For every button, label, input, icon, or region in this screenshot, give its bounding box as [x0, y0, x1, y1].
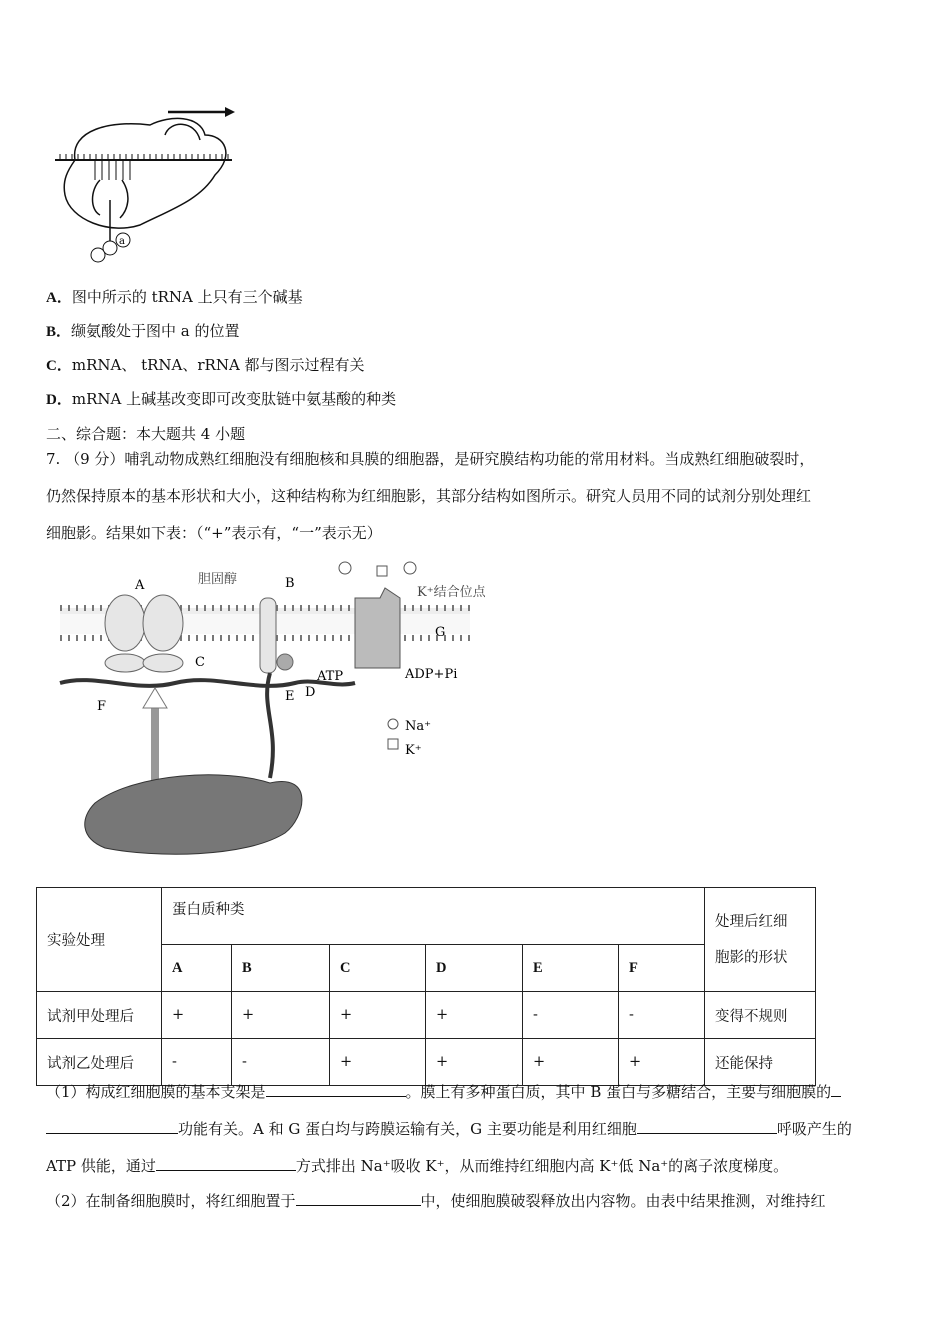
text: （2）在制备细胞膜时，将红细胞置于 — [46, 1192, 296, 1210]
option-letter: B． — [46, 324, 72, 340]
cell-shape: 变得不规则 — [705, 992, 816, 1039]
protein-header: C — [330, 945, 426, 992]
label-K: K⁺ — [405, 743, 422, 758]
cell-value: + — [619, 1039, 705, 1086]
text: 。膜上有多种蛋白质，其中 B 蛋白与多糖结合，主要与细胞膜的 — [405, 1083, 832, 1101]
sub-question-1-line — [46, 1081, 841, 1102]
label-A: A — [135, 578, 145, 593]
protein-header: D — [426, 945, 523, 992]
sub-question-2-line — [46, 1190, 826, 1211]
cell-value: - — [162, 1039, 232, 1086]
label-G: G — [435, 625, 446, 640]
option-letter: D． — [46, 392, 72, 408]
cell-value: + — [162, 992, 232, 1039]
cell-treatment: 试剂甲处理后 — [37, 992, 162, 1039]
option-letter: C． — [46, 358, 72, 374]
label-a: a — [119, 236, 125, 247]
label-B: B — [285, 576, 295, 591]
translation-figure — [50, 100, 240, 270]
option-d — [46, 388, 396, 409]
table-row — [37, 992, 816, 1039]
option-a — [46, 286, 303, 307]
header-protein: 蛋白质种类 — [162, 888, 705, 945]
answer-blank[interactable] — [637, 1119, 777, 1134]
option-text: mRNA 上碱基改变即可改变肽链中氨基酸的种类 — [71, 390, 397, 408]
cell-value: + — [426, 1039, 523, 1086]
header-shape-line: 胞影的形状 — [715, 949, 788, 966]
section-header: 二、综合题：本大题共 4 小题 — [46, 425, 246, 443]
label-cholesterol: 胆固醇 — [198, 572, 238, 587]
option-c — [46, 354, 365, 375]
cell-value: + — [330, 1039, 426, 1086]
label-Na: Na⁺ — [405, 719, 431, 734]
label-F: F — [97, 699, 107, 714]
protein-header: A — [162, 945, 232, 992]
cell-value: - — [619, 992, 705, 1039]
header-shape-line: 处理后红细 — [715, 913, 788, 930]
text: 呼吸产生的 — [776, 1120, 852, 1138]
option-text: mRNA、 tRNA、rRNA 都与图示过程有关 — [71, 356, 365, 374]
sub-question-1-line — [46, 1155, 788, 1176]
header-treatment: 实验处理 — [37, 888, 162, 992]
question-stem-line: 细胞影。结果如下表：（“+”表示有，“一”表示无） — [46, 524, 382, 542]
question-stem-line: 7. （9 分）哺乳动物成熟红细胞没有细胞核和具膜的细胞器，是研究膜结构功能的常用材料。当成熟红细胞破裂时， — [46, 450, 815, 468]
text: （1）构成红细胞膜的基本支架是 — [46, 1083, 266, 1101]
option-letter: A． — [46, 290, 72, 306]
cell-value: - — [523, 992, 619, 1039]
results-table — [36, 887, 816, 1086]
label-ADP: ADP+Pi — [405, 667, 458, 682]
answer-blank[interactable] — [296, 1191, 421, 1206]
question-stem-line: 仍然保持原本的基本形状和大小，这种结构称为红细胞影，其部分结构如图所示。研究人员用不同的试剂分别处理红 — [46, 487, 812, 505]
answer-blank[interactable] — [266, 1082, 406, 1097]
membrane-figure — [55, 558, 515, 878]
cell-value: + — [232, 992, 330, 1039]
sub-question-1-line — [46, 1118, 852, 1139]
text: 功能有关。A 和 G 蛋白均与跨膜运输有关，G 主要功能是利用红细胞 — [178, 1120, 637, 1138]
text: 方式排出 Na⁺吸收 K⁺，从而维持红细胞内高 K⁺低 Na⁺的离子浓度梯度。 — [295, 1157, 789, 1175]
label-k-site: K⁺结合位点 — [417, 585, 486, 600]
protein-header: F — [619, 945, 705, 992]
text: 中，使细胞膜破裂释放出内容物。由表中结果推测，对维持红 — [420, 1192, 826, 1210]
cell-treatment: 试剂乙处理后 — [37, 1039, 162, 1086]
option-text: 图中所示的 tRNA 上只有三个碱基 — [71, 288, 303, 306]
option-text: 缬氨酸处于图中 a 的位置 — [71, 322, 240, 340]
answer-blank[interactable] — [831, 1082, 841, 1097]
option-b — [46, 320, 240, 341]
answer-blank[interactable] — [46, 1119, 178, 1134]
label-D: D — [305, 685, 316, 700]
text: ATP 供能，通过 — [46, 1157, 156, 1175]
cell-value: + — [523, 1039, 619, 1086]
label-C: C — [195, 655, 205, 670]
label-E: E — [285, 689, 295, 704]
cell-value: + — [426, 992, 523, 1039]
answer-blank[interactable] — [156, 1156, 296, 1171]
protein-header: B — [232, 945, 330, 992]
header-shape — [705, 888, 816, 992]
table-row — [37, 1039, 816, 1086]
cell-value: - — [232, 1039, 330, 1086]
cell-value: + — [330, 992, 426, 1039]
protein-header: E — [523, 945, 619, 992]
cell-shape: 还能保持 — [705, 1039, 816, 1086]
label-ATP: ATP — [317, 669, 344, 684]
